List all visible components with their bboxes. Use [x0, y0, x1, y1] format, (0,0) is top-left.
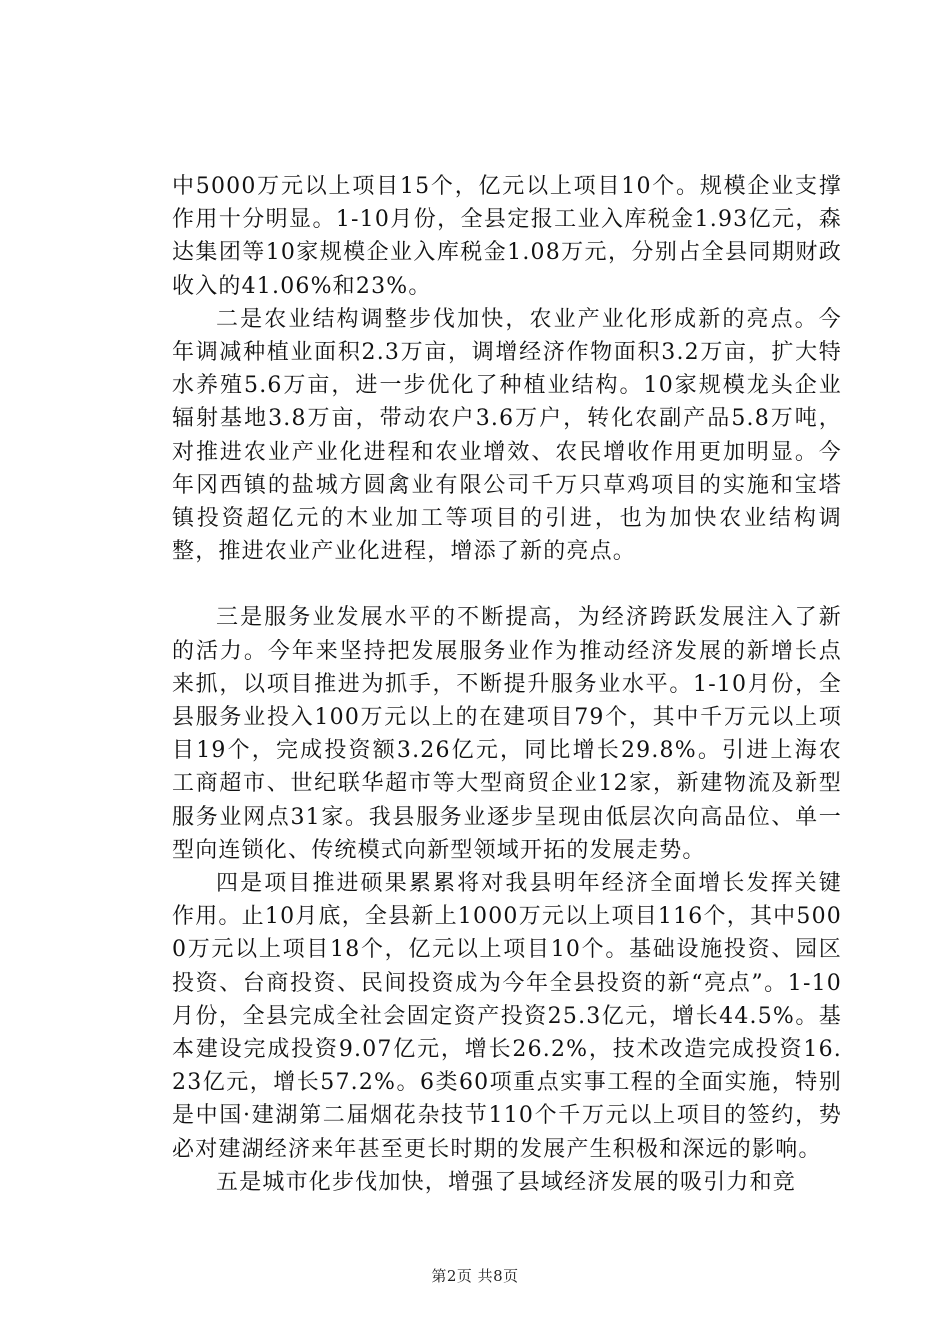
paragraph-projects: 四是项目推进硕果累累将对我县明年经济全面增长发挥关键作用。止10月底，全县新上1000万元以上项目116个，其中5000万元以上项目18个，亿元以上项目10个。基础设施投资、园区投资、台商投资、民间投资成为今年全县投资的新“亮点”。1-10月份，全县完成全社会固定资产投资25.3亿元，增长44.5%。基本建设完成投资9.07亿元，增长26.2%，技术改造完成投资16.23亿元，增长57.2%。6类60项重点实事工程的全面实施，特别是中国·建湖第二届烟花杂技节110个千万元以上项目的签约，势必对建湖经济来年甚至更长时期的发展产生积极和深远的影响。 [172, 871, 842, 1162]
paragraph-services: 三是服务业发展水平的不断提高，为经济跨跃发展注入了新的活力。今年来坚持把发展服务业作为推动经济发展的新增长点来抓，以项目推进为抓手，不断提升服务业水平。1-10月份，全县服务业投入100万元以上的在建项目79个，其中千万元以上项目19个，完成投资额3.26亿元，同比增长29.8%。引进上海农工商超市、世纪联华超市等大型商贸企业12家，新建物流及新型服务业网点31家。我县服务业逐步呈现由低层次向高品位、单一型向连锁化、传统模式向新型领域开拓的发展走势。 [172, 605, 842, 863]
paragraph-urbanization: 五是城市化步伐加快，增强了县域经济发展的吸引力和竞 [216, 1169, 797, 1195]
paragraph-agriculture: 二是农业结构调整步伐加快，农业产业化形成新的亮点。今年调减种植业面积2.3万亩，调增经济作物面积3.2万亩，扩大特水养殖5.6万亩，进一步优化了种植业结构。10家规模龙头企业辐射基地3.8万亩，带动农户3.6万户，转化农副产品5.8万吨，对推进农业产业化进程和农业增效、农民增收作用更加明显。今年冈西镇的盐城方圆禽业有限公司千万只草鸡项目的实施和宝塔镇投资超亿元的木业加工等项目的引进，也为加快农业结构调整，推进农业产业化进程，增添了新的亮点。 [172, 306, 842, 565]
page-number-footer: 第2页 共8页 [431, 1267, 519, 1285]
document-body [172, 170, 842, 1199]
paragraph-industry-tail: 中5000万元以上项目15个，亿元以上项目10个。规模企业支撑作用十分明显。1-10月份，全县定报工业入库税金1.93亿元，森达集团等10家规模企业入库税金1.08万元，分别占全县同期财政收入的41.06%和23%。 [172, 174, 842, 299]
